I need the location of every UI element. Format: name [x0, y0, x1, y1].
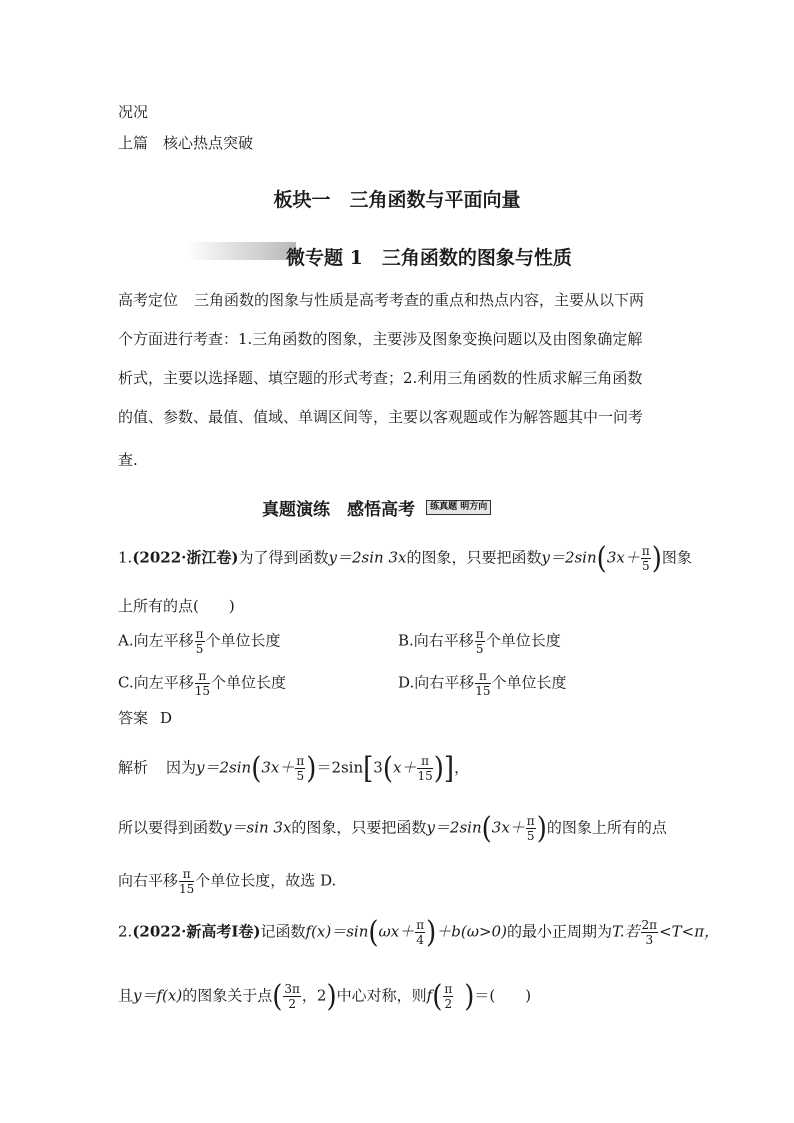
q1-option-b[interactable]: B.向右平移 $\frac{\pi}{5}$ 个单位长度 [398, 627, 561, 656]
q1-solution-3: 向右平移 $\frac{\pi}{15}$ 个单位长度，故选 D. [118, 867, 337, 896]
intro-line-5: 查. [118, 451, 138, 469]
q1-solution-2: 所以要得到函数y＝sin 3x的图象，只要把函数y＝2sin(3x＋ $\frac{\pi}{5}$ )的图象上所有的点 [118, 811, 667, 846]
intro-line-1: 高考定位 三角函数的图象与性质是高考考查的重点和热点内容，主要从以下两 [118, 291, 645, 309]
q1-stem-2: 上所有的点( ) [118, 597, 235, 615]
section-title: 真题演练 感悟高考 [262, 500, 415, 520]
q2-stem-2: 且y＝f(x)的图象关于点( $\frac{3\pi}{2}$ ，2)中心对称，则f( $\frac{\pi}{2}$ )＝( ) [118, 979, 532, 1014]
intro-line-3: 析式，主要以选择题、填空题的形式考查；2.利用三角函数的性质求解三角函数 [118, 369, 643, 387]
q1-option-d[interactable]: D.向右平移 $\frac{\pi}{15}$ 个单位长度 [398, 669, 567, 698]
title-decor-bar [186, 242, 296, 260]
section-header [262, 495, 491, 520]
q1-option-c[interactable]: C.向左平移 $\frac{\pi}{15}$ 个单位长度 [118, 669, 287, 698]
q1-stem: 1.(2022·浙江卷)为了得到函数y＝2sin 3x的图象，只要把函数y＝2sin(3x＋ $\frac{\pi}{5}$ )图象 [118, 541, 692, 576]
intro-line-4: 的值、参数、最值、值域、单调区间等，主要以客观题或作为解答题其中一问考 [118, 408, 644, 426]
block-title: 板块一 三角函数与平面向量 [273, 189, 521, 211]
q1-option-a[interactable]: A.向左平移 $\frac{\pi}{5}$ 个单位长度 [118, 627, 281, 656]
section-badge: 练真题 明方向 [426, 500, 491, 515]
q2-stem: 2.(2022·新高考Ⅰ卷)记函数f(x)＝sin(ωx＋ $\frac{\pi}{4}$ )＋b(ω>0)的最小正周期为T.若 $\frac{2\pi}{3}$ <T<π， [118, 915, 720, 950]
topic-title: 微专题 1 三角函数的图象与性质 [286, 247, 572, 269]
q1-solution-1: 解析 因为y＝2sin(3x＋ $\frac{\pi}{5}$ )＝2sin[3(x＋ $\frac{\pi}{15}$ )]， [118, 751, 470, 786]
q1-answer: 答案 D [118, 709, 173, 727]
intro-label: 高考定位 [118, 291, 179, 309]
intro-line-2: 个方面进行考查：1.三角函数的图象，主要涉及图象变换问题以及由图象确定解 [118, 330, 643, 348]
top-mark: 况况 [118, 103, 149, 121]
part-title: 上篇 核心热点突破 [118, 134, 254, 152]
